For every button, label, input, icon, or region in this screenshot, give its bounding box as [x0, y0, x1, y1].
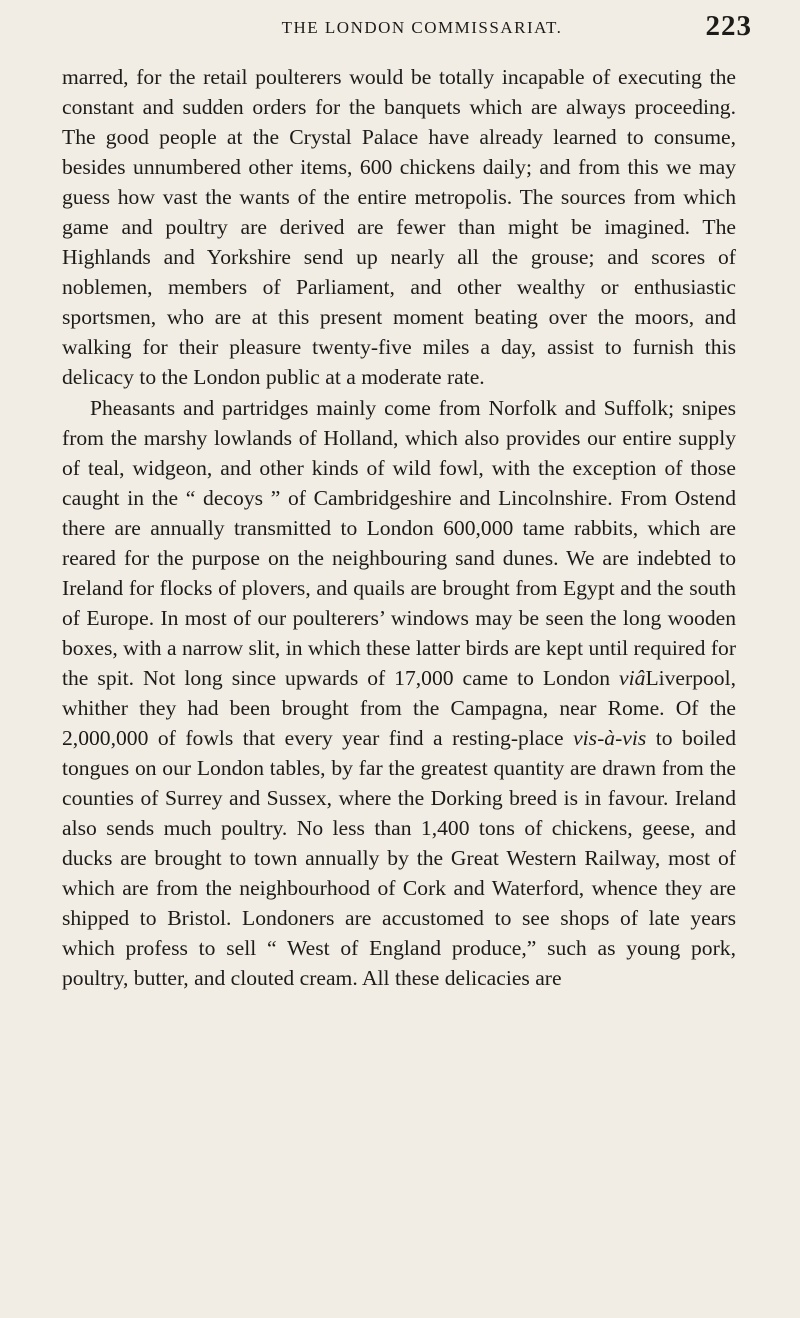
paragraph-2 — [62, 393, 736, 994]
running-title: THE LONDON COMMISSARIAT. — [281, 18, 563, 37]
body-text — [62, 62, 736, 993]
paragraph-2-text-c: to boiled tongues on our London tables, by far the greatest quantity are drawn from the counties of Surrey and Sussex, where the Dorking breed is in favour. Ireland also sends much poultry. No less than 1,400 tons of chickens, geese, and ducks are brought to town annually by the Great Western Railway, most of which are from the neighbourhood of Cork and Waterford, whence they are shipped to Bristol. Londoners are accustomed to see shops of late years which profess to sell “ West of England produce,” such as young pork, poultry, butter, and clouted cream. All these delicacies are — [62, 726, 736, 991]
paragraph-2-text-b: Liverpool, whither they had been brought from the Campagna, near Rome. Of the 2,000,000 of fowls that every year find a resting-place — [62, 665, 736, 751]
page-number: 223 — [705, 10, 752, 42]
italic-via: viâ — [619, 665, 646, 690]
paragraph-1 — [62, 62, 736, 393]
paragraph-1-text: marred, for the retail poulterers would be totally incapable of executing the constant and sudden orders for the banquets which are always proceeding. The good people at the Crystal Palace have already learned to consume, besides unnumbered other items, 600 chickens daily; and from this we may guess how vast the wants of the entire metropolis. The sources from which game and poultry are derived are fewer than might be imagined. The Highlands and Yorkshire send up nearly all the grouse; and scores of noblemen, members of Parliament, and other wealthy or enthusiastic sportsmen, who are at this present moment beating over the moors, and walking for their pleasure twenty-five miles a day, assist to furnish this delicacy to the London public at a moderate rate. — [62, 65, 736, 390]
page-header — [62, 0, 752, 60]
italic-vis-a-vis: vis-à-vis — [573, 726, 647, 751]
paragraph-2-text-a: Pheasants and partridges mainly come from Norfolk and Suffolk; snipes from the marshy lowlands of Holland, which also provides our entire supply of teal, widgeon, and other kinds of wild fowl, with the exception of those caught in the “ decoys ” of Cambridgeshire and Lincolnshire. From Ostend there are annually transmitted to London 600,000 tame rabbits, which are reared for the purpose on the neighbouring sand dunes. We are indebted to Ireland for flocks of plovers, and quails are brought from Egypt and the south of Europe. In most of our poulterers’ windows may be seen the long wooden boxes, with a narrow slit, in which these latter birds are kept until required for the spit. Not long since upwards of 17,000 came to London — [62, 395, 737, 690]
